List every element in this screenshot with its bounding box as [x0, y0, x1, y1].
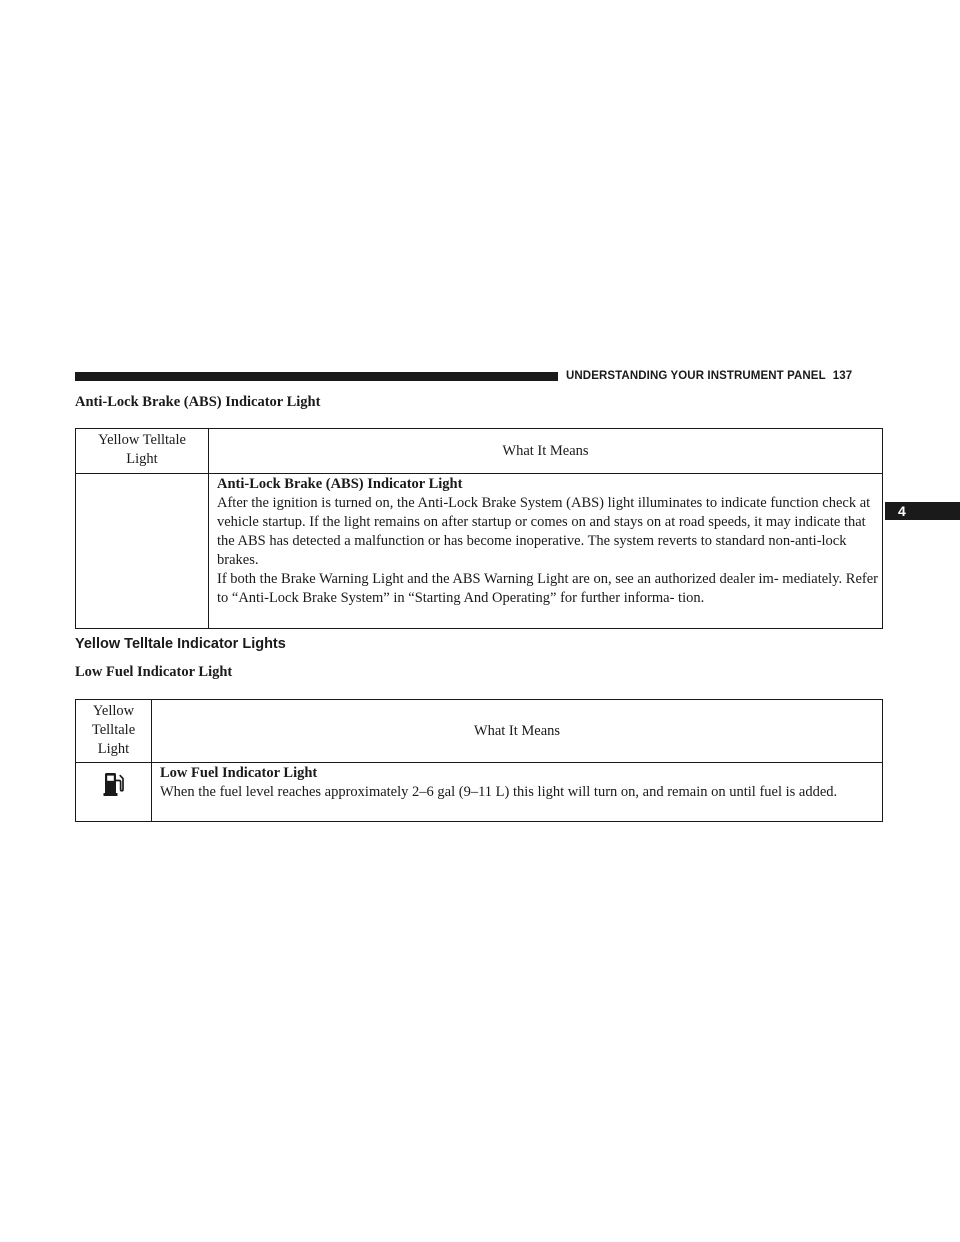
yellow-telltale-heading: Yellow Telltale Indicator Lights: [75, 636, 286, 652]
abs-col2-header: [209, 429, 883, 474]
fuel-pump-icon: [103, 771, 125, 797]
abs-col1-header: [76, 429, 209, 474]
abs-section-title: Anti-Lock Brake (ABS) Indicator Light: [75, 394, 321, 410]
table-row: [76, 474, 883, 629]
low-fuel-table: [75, 699, 883, 822]
abs-col2-header-text: What It Means: [502, 442, 589, 459]
abs-table: [75, 428, 883, 629]
low-fuel-table-header-row: [76, 700, 883, 763]
low-fuel-col2-header-text: What It Means: [473, 722, 561, 739]
low-fuel-description-cell: [152, 763, 883, 822]
abs-row-paragraph-2: If both the Brake Warning Light and the ABS Warning Light are on, see an authorized dealer im- mediately. Refer to “Anti-Lock Brake System” in “Starting And Operating” for further informa- tion.: [217, 571, 878, 606]
running-title: UNDERSTANDING YOUR INSTRUMENT PANEL: [566, 370, 826, 382]
abs-table-header-row: [76, 429, 883, 474]
abs-icon-cell: [76, 474, 209, 629]
abs-col1-header-text: Yellow Telltale Light: [98, 432, 186, 467]
header-rule-bar: [75, 372, 558, 381]
abs-row-title: Anti-Lock Brake (ABS) Indicator Light: [217, 476, 463, 492]
low-fuel-section-title: Low Fuel Indicator Light: [75, 664, 233, 680]
chapter-tab: 4: [885, 502, 960, 520]
low-fuel-col1-header-text: Yellow Telltale Light: [91, 703, 136, 757]
abs-row-paragraph-1: After the ignition is turned on, the Anti-Lock Brake System (ABS) light illuminates to indicate function check at vehicle startup. If the light remains on after startup or comes on and stays on at road speeds, it may indicate that the ABS has detected a malfunction or has become inoperative. The system reverts to standard non-anti-lock brakes.: [217, 495, 871, 568]
abs-description-cell: [209, 474, 883, 629]
table-row: [76, 763, 883, 822]
fuel-icon-cell: [76, 763, 152, 822]
low-fuel-col2-header: [152, 700, 883, 763]
page-number: 137: [832, 370, 853, 382]
low-fuel-col1-header: [76, 700, 152, 763]
low-fuel-row-paragraph: When the fuel level reaches approximately 2–6 gal (9–11 L) this light will turn on, and remain on until fuel is added.: [160, 784, 838, 800]
running-head: [566, 370, 852, 382]
low-fuel-row-title: Low Fuel Indicator Light: [160, 765, 318, 781]
